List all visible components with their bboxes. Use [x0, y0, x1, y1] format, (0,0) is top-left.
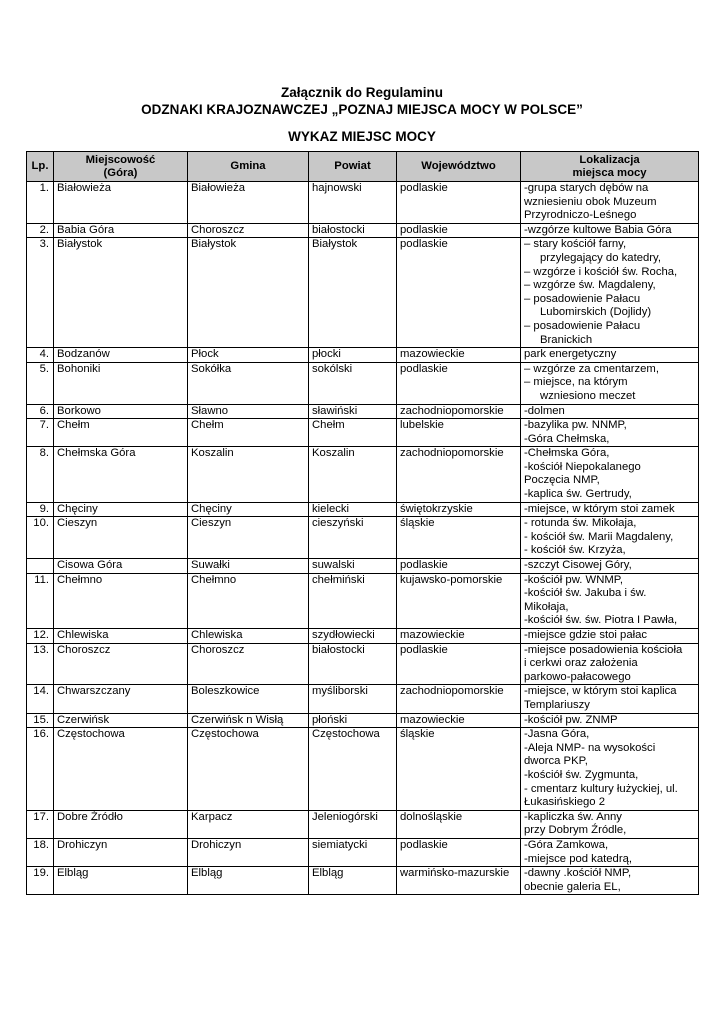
row-number: 3.	[27, 238, 54, 348]
lokalizacja-line: -kapliczka św. Anny	[524, 810, 622, 823]
table-row	[27, 419, 699, 447]
table-row	[27, 447, 699, 502]
cell-wojewodztwo: dolnośląskie	[397, 810, 521, 838]
row-number: 5.	[27, 362, 54, 404]
row-number: 15.	[27, 713, 54, 728]
cell-miejscowosc: Elbląg	[54, 867, 188, 895]
lokalizacja-line: -Aleja NMP- na wysokości	[524, 741, 656, 754]
cell-lokalizacja	[521, 447, 699, 502]
row-number: 2.	[27, 223, 54, 238]
lokalizacja-line: -kościół św. Jakuba i św.	[524, 587, 647, 600]
cell-lokalizacja	[521, 559, 699, 574]
table-row	[27, 348, 699, 363]
cell-lokalizacja	[521, 867, 699, 895]
cell-miejscowosc: Babia Góra	[54, 223, 188, 238]
cell-miejscowosc: Dobre Źródło	[54, 810, 188, 838]
cell-wojewodztwo: podlaskie	[397, 362, 521, 404]
cell-miejscowosc: Choroszcz	[54, 643, 188, 685]
lokalizacja-line: -miejsce posadowienia kościoła	[524, 643, 683, 656]
cell-gmina: Czerwińsk n Wisłą	[188, 713, 309, 728]
lokalizacja-line: obecnie galeria EL,	[524, 880, 621, 893]
cell-miejscowosc: Bodzanów	[54, 348, 188, 363]
row-number: 8.	[27, 447, 54, 502]
table-row	[27, 685, 699, 713]
row-number: 7.	[27, 419, 54, 447]
lokalizacja-line: – wzgórze św. Magdaleny,	[524, 279, 656, 292]
cell-gmina: Płock	[188, 348, 309, 363]
cell-miejscowosc: Białystok	[54, 238, 188, 348]
row-number: 14.	[27, 685, 54, 713]
header-miejscowosc-line2: (Góra)	[103, 166, 138, 179]
cell-miejscowosc: Chełm	[54, 419, 188, 447]
header-lokalizacja-line1: Lokalizacja	[579, 153, 640, 166]
table-row	[27, 238, 699, 348]
cell-wojewodztwo: podlaskie	[397, 559, 521, 574]
table-row	[27, 517, 699, 559]
cell-lokalizacja	[521, 419, 699, 447]
lokalizacja-line: -dolmen	[524, 404, 565, 417]
cell-miejscowosc: Borkowo	[54, 404, 188, 419]
cell-lokalizacja	[521, 643, 699, 685]
header-wojewodztwo: Województwo	[397, 152, 521, 182]
badge-title: ODZNAKI KRAJOZNAWCZEJ „POZNAJ MIEJSCA MOCY W POLSCE”	[141, 102, 583, 117]
row-number: 6.	[27, 404, 54, 419]
cell-gmina: Chęciny	[188, 502, 309, 517]
table-row	[27, 502, 699, 517]
cell-miejscowosc: Chwarszczany	[54, 685, 188, 713]
table-row	[27, 223, 699, 238]
lokalizacja-line: - rotunda św. Mikołaja,	[524, 517, 637, 530]
cell-miejscowosc: Chlewiska	[54, 629, 188, 644]
cell-powiat: Częstochowa	[309, 728, 397, 811]
cell-wojewodztwo: podlaskie	[397, 238, 521, 348]
lokalizacja-line: i cerkwi oraz założenia	[524, 657, 638, 670]
cell-powiat: szydłowiecki	[309, 629, 397, 644]
lokalizacja-line: Mikołaja,	[524, 600, 569, 613]
attachment-title: Załącznik do Regulaminu	[280, 85, 444, 100]
cell-gmina: Białystok	[188, 238, 309, 348]
row-number: 11.	[27, 573, 54, 628]
lokalizacja-line: - kościół św. Krzyża,	[524, 544, 626, 557]
lokalizacja-line: przylegający do katedry,	[540, 251, 661, 264]
cell-powiat: myśliborski	[309, 685, 397, 713]
cell-powiat: Elbląg	[309, 867, 397, 895]
cell-powiat: Białystok	[309, 238, 397, 348]
document-header	[0, 84, 724, 145]
cell-miejscowosc: Częstochowa	[54, 728, 188, 811]
lokalizacja-line: -Jasna Góra,	[524, 728, 590, 741]
lokalizacja-line: -miejsce pod katedrą,	[524, 852, 632, 865]
lokalizacja-line: dworca PKP,	[524, 755, 588, 768]
cell-lokalizacja	[521, 223, 699, 238]
table-row	[27, 728, 699, 811]
lokalizacja-line: Poczęcia NMP,	[524, 474, 600, 487]
row-number: 10.	[27, 517, 54, 559]
table-row	[27, 838, 699, 866]
lokalizacja-line: -Chełmska Góra,	[524, 447, 610, 460]
cell-gmina: Koszalin	[188, 447, 309, 502]
cell-miejscowosc: Chełmno	[54, 573, 188, 628]
header-lp: Lp.	[27, 152, 54, 182]
row-number: 16.	[27, 728, 54, 811]
cell-powiat: Chełm	[309, 419, 397, 447]
lokalizacja-line: Lubomirskich (Dojlidy)	[540, 306, 652, 319]
lokalizacja-line: -kościół pw. WNMP,	[524, 573, 623, 586]
lokalizacja-line: -kościół Niepokalanego	[524, 460, 641, 473]
table-row	[27, 559, 699, 574]
cell-wojewodztwo: mazowieckie	[397, 629, 521, 644]
cell-wojewodztwo: zachodniopomorskie	[397, 447, 521, 502]
cell-lokalizacja	[521, 502, 699, 517]
cell-miejscowosc: Cisowa Góra	[54, 559, 188, 574]
cell-miejscowosc: Chełmska Góra	[54, 447, 188, 502]
cell-lokalizacja	[521, 728, 699, 811]
cell-powiat: suwalski	[309, 559, 397, 574]
cell-wojewodztwo: kujawsko-pomorskie	[397, 573, 521, 628]
lokalizacja-line: wzniesieniu obok Muzeum	[524, 195, 657, 208]
cell-miejscowosc: Chęciny	[54, 502, 188, 517]
cell-wojewodztwo: podlaskie	[397, 643, 521, 685]
cell-wojewodztwo: podlaskie	[397, 838, 521, 866]
row-number: 17.	[27, 810, 54, 838]
cell-miejscowosc: Cieszyn	[54, 517, 188, 559]
table-row	[27, 573, 699, 628]
cell-lokalizacja	[521, 685, 699, 713]
cell-gmina: Częstochowa	[188, 728, 309, 811]
cell-powiat: Jeleniogórski	[309, 810, 397, 838]
header-gmina: Gmina	[188, 152, 309, 182]
cell-powiat: białostocki	[309, 643, 397, 685]
cell-lokalizacja	[521, 182, 699, 224]
lokalizacja-line: – wzgórze za cmentarzem,	[524, 362, 659, 375]
cell-wojewodztwo: mazowieckie	[397, 713, 521, 728]
lokalizacja-line: – posadowienie Pałacu	[524, 292, 641, 305]
lokalizacja-line: -grupa starych dębów na	[524, 182, 649, 194]
lokalizacja-line: -bazylika pw. NNMP,	[524, 419, 627, 432]
row-number: 1.	[27, 182, 54, 224]
header-powiat: Powiat	[309, 152, 397, 182]
lokalizacja-line: -szczyt Cisowej Góry,	[524, 559, 632, 572]
cell-gmina: Cieszyn	[188, 517, 309, 559]
lokalizacja-line: - cmentarz kultury łużyckiej, ul.	[524, 782, 678, 795]
lokalizacja-line: Templariuszy	[524, 698, 590, 711]
cell-lokalizacja	[521, 348, 699, 363]
lokalizacja-line: -miejsce gdzie stoi pałac	[524, 629, 648, 641]
header-lokalizacja	[521, 152, 699, 182]
cell-wojewodztwo: mazowieckie	[397, 348, 521, 363]
lokalizacja-line: - kościół św. Marii Magdaleny,	[524, 530, 674, 543]
cell-gmina: Choroszcz	[188, 643, 309, 685]
cell-gmina: Suwałki	[188, 559, 309, 574]
cell-gmina: Choroszcz	[188, 223, 309, 238]
lokalizacja-line: -wzgórze kultowe Babia Góra	[524, 223, 672, 236]
cell-lokalizacja	[521, 810, 699, 838]
lokalizacja-line: wzniesiono meczet	[540, 389, 636, 402]
lokalizacja-line: -kościół św. Zygmunta,	[524, 768, 639, 781]
row-number: 4.	[27, 348, 54, 363]
cell-lokalizacja	[521, 517, 699, 559]
table-row	[27, 362, 699, 404]
lokalizacja-line: -dawny .kościół NMP,	[524, 867, 632, 880]
cell-miejscowosc: Czerwińsk	[54, 713, 188, 728]
cell-lokalizacja	[521, 713, 699, 728]
cell-powiat: siemiatycki	[309, 838, 397, 866]
row-number: 9.	[27, 502, 54, 517]
lokalizacja-line: -kaplica św. Gertrudy,	[524, 488, 632, 501]
lokalizacja-line: park energetyczny	[524, 348, 617, 361]
row-number: 13.	[27, 643, 54, 685]
lokalizacja-line: – posadowienie Pałacu	[524, 319, 641, 332]
cell-wojewodztwo: śląskie	[397, 728, 521, 811]
lokalizacja-line: -Góra Zamkowa,	[524, 838, 609, 851]
table-row	[27, 643, 699, 685]
lokalizacja-line: -kościół pw. ZNMP	[524, 713, 618, 726]
lokalizacja-line: – wzgórze i kościół św. Rocha,	[524, 265, 678, 278]
lokalizacja-line: parkowo-pałacowego	[524, 670, 631, 683]
lokalizacja-line: -kościół św. św. Piotra I Pawła,	[524, 614, 678, 627]
table-body	[27, 182, 699, 895]
cell-lokalizacja	[521, 362, 699, 404]
cell-powiat: sławiński	[309, 404, 397, 419]
cell-wojewodztwo: lubelskie	[397, 419, 521, 447]
cell-gmina: Sokółka	[188, 362, 309, 404]
lokalizacja-line: -Góra Chełmska,	[524, 432, 610, 445]
table-row	[27, 867, 699, 895]
cell-powiat: płocki	[309, 348, 397, 363]
cell-lokalizacja	[521, 573, 699, 628]
cell-powiat: cieszyński	[309, 517, 397, 559]
cell-wojewodztwo: zachodniopomorskie	[397, 404, 521, 419]
cell-powiat: hajnowski	[309, 182, 397, 224]
cell-wojewodztwo: warmińsko-mazurskie	[397, 867, 521, 895]
table-row	[27, 810, 699, 838]
table-row	[27, 404, 699, 419]
lokalizacja-line: Branickich	[540, 333, 593, 346]
cell-wojewodztwo: śląskie	[397, 517, 521, 559]
cell-wojewodztwo: zachodniopomorskie	[397, 685, 521, 713]
places-table	[26, 151, 699, 895]
lokalizacja-line: Przyrodniczo-Leśnego	[524, 209, 637, 222]
cell-gmina: Białowieża	[188, 182, 309, 224]
cell-lokalizacja	[521, 629, 699, 644]
lokalizacja-line: -miejsce, w którym stoi kaplica	[524, 685, 677, 698]
cell-gmina: Chełm	[188, 419, 309, 447]
lokalizacja-line: Łukasińskiego 2	[524, 796, 606, 809]
list-title: WYKAZ MIEJSC MOCY	[288, 129, 436, 144]
header-lokalizacja-line2: miejsca mocy	[572, 166, 647, 179]
header-miejscowosc	[54, 152, 188, 182]
table-row	[27, 182, 699, 224]
cell-powiat: Koszalin	[309, 447, 397, 502]
cell-powiat: kielecki	[309, 502, 397, 517]
cell-miejscowosc: Bohoniki	[54, 362, 188, 404]
cell-gmina: Elbląg	[188, 867, 309, 895]
row-number: 19.	[27, 867, 54, 895]
table-row	[27, 713, 699, 728]
cell-powiat: chełmiński	[309, 573, 397, 628]
cell-powiat: białostocki	[309, 223, 397, 238]
cell-gmina: Chełmno	[188, 573, 309, 628]
cell-lokalizacja	[521, 838, 699, 866]
cell-lokalizacja	[521, 238, 699, 348]
cell-powiat: sokólski	[309, 362, 397, 404]
cell-miejscowosc: Drohiczyn	[54, 838, 188, 866]
cell-gmina: Chlewiska	[188, 629, 309, 644]
cell-wojewodztwo: podlaskie	[397, 223, 521, 238]
cell-gmina: Sławno	[188, 404, 309, 419]
lokalizacja-line: – miejsce, na którym	[524, 376, 628, 389]
row-number	[27, 559, 54, 574]
table-header-row	[27, 152, 699, 182]
table-row	[27, 629, 699, 644]
header-miejscowosc-line1: Miejscowość	[85, 153, 156, 166]
cell-gmina: Drohiczyn	[188, 838, 309, 866]
cell-gmina: Karpacz	[188, 810, 309, 838]
lokalizacja-line: -miejsce, w którym stoi zamek	[524, 502, 675, 515]
cell-wojewodztwo: świętokrzyskie	[397, 502, 521, 517]
lokalizacja-line: – stary kościół farny,	[524, 238, 627, 251]
cell-powiat: płoński	[309, 713, 397, 728]
cell-lokalizacja	[521, 404, 699, 419]
row-number: 12.	[27, 629, 54, 644]
cell-miejscowosc: Białowieża	[54, 182, 188, 224]
cell-gmina: Boleszkowice	[188, 685, 309, 713]
lokalizacja-line: przy Dobrym Źródle,	[524, 824, 627, 837]
row-number: 18.	[27, 838, 54, 866]
cell-wojewodztwo: podlaskie	[397, 182, 521, 224]
